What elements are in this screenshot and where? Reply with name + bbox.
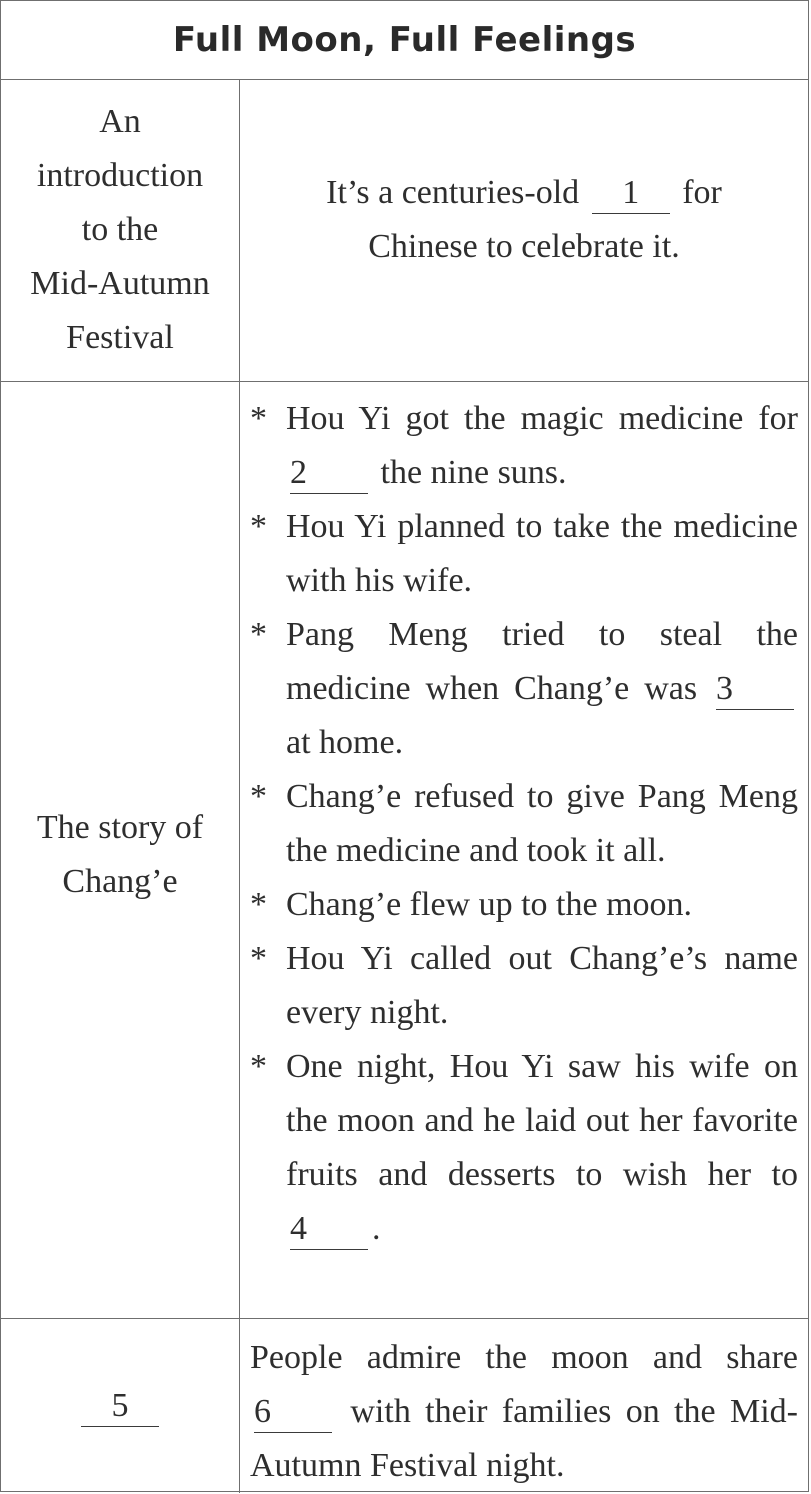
item-text: . — [372, 1210, 381, 1247]
list-item — [250, 932, 798, 1040]
row-label-introduction — [1, 79, 240, 381]
item-text: One night, Hou Yi saw his wife on the moon and he laid out her favorite fruits and desserts to wish her to — [286, 1048, 798, 1193]
label-line: Festival — [66, 319, 174, 356]
item-text: Pang Meng tried to steal the medicine when Chang’e was — [286, 616, 798, 707]
answer-blank-1: 1 — [592, 173, 670, 214]
item-text: at home. — [286, 724, 404, 761]
table-title: Full Moon, Full Feelings — [1, 1, 808, 80]
content-text: It’s a centuries-old — [326, 174, 580, 211]
item-text: Chang’e flew up to the moon. — [286, 886, 693, 923]
content-text: with their families on the Mid-Autumn Festival night. — [250, 1393, 799, 1484]
row-content-customs — [240, 1319, 808, 1493]
list-item — [250, 608, 798, 770]
answer-blank-3: 3 — [716, 669, 794, 710]
story-list — [240, 382, 808, 1256]
item-text: Hou Yi called out Chang’e’s name every night. — [286, 940, 798, 1031]
content-text: People admire the moon and share — [250, 1339, 798, 1376]
label-text: The story of Chang’e — [36, 809, 204, 900]
label-line: An — [99, 103, 141, 140]
answer-blank-2: 2 — [290, 453, 368, 494]
row-label-story — [1, 382, 240, 1318]
row-story — [1, 382, 808, 1319]
bullet: * — [250, 1048, 267, 1085]
bullet: * — [250, 940, 267, 977]
item-text: Chang’e refused to give Pang Meng the medicine and took it all. — [286, 778, 798, 869]
answer-blank-5: 5 — [81, 1386, 159, 1427]
list-item — [250, 770, 798, 878]
item-text: the nine suns. — [380, 454, 567, 491]
row-label-customs — [1, 1319, 240, 1493]
list-item — [250, 1040, 798, 1256]
label-line: introduction — [36, 157, 204, 194]
bullet: * — [250, 400, 267, 437]
row-customs — [1, 1319, 808, 1493]
list-item — [250, 392, 798, 500]
row-introduction — [1, 79, 808, 382]
item-text: Hou Yi got the magic medicine for — [286, 400, 798, 437]
row-content-story — [240, 382, 808, 1318]
bullet: * — [250, 886, 267, 923]
row-content-introduction — [240, 79, 808, 381]
item-text: Hou Yi planned to take the medicine with his wife. — [286, 508, 798, 599]
list-item — [250, 878, 798, 932]
customs-description — [240, 1319, 808, 1493]
bullet: * — [250, 616, 267, 653]
list-item — [250, 500, 798, 608]
bullet: * — [250, 778, 267, 815]
content-text: for Chinese to celebrate it. — [368, 174, 722, 265]
answer-blank-6: 6 — [254, 1392, 332, 1433]
bullet: * — [250, 508, 267, 545]
answer-blank-4: 4 — [290, 1209, 368, 1250]
label-line: to the — [81, 211, 159, 248]
label-line: Mid-Autumn — [30, 265, 210, 302]
